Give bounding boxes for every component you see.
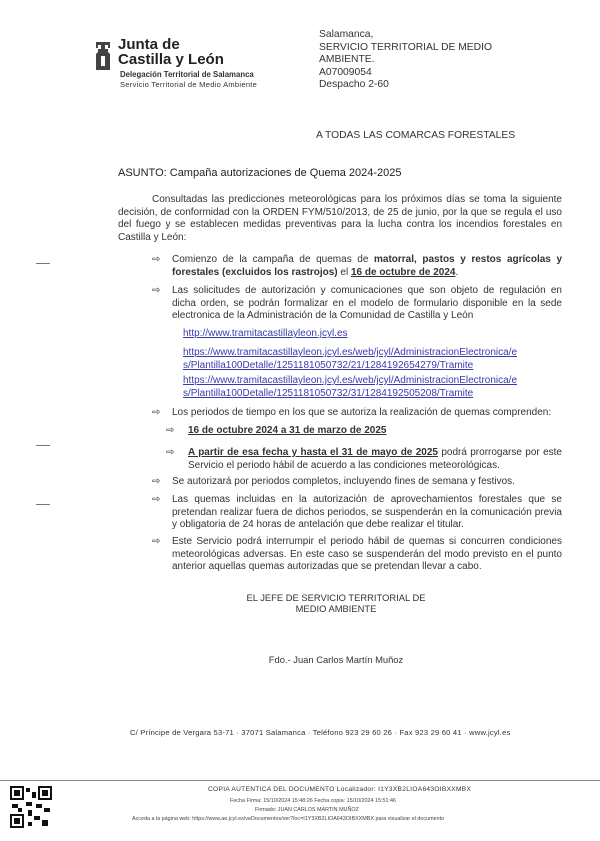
copy-signed: Firmado: JUAN CARLOS MARTIN MUÑOZ	[255, 807, 359, 813]
org-line-2: Castilla y León	[118, 51, 224, 68]
address-line: SERVICIO TERRITORIAL DE MEDIO	[319, 41, 492, 53]
signatory-name: Fdo.- Juan Carlos Martín Muñoz	[268, 654, 404, 665]
service-label: Servicio Territorial de Medio Ambiente	[120, 80, 258, 89]
period-extension: A partir de esa fecha y hasta el 31 de mayo de 2025 podrá prorrogarse por este Servicio el periodo hábil de acuerdo a las condiciones meteorológicas.	[188, 447, 562, 471]
signatory-title: EL JEFE DE SERVICIO TERRITORIAL DE MEDIO AMBIENTE	[246, 592, 426, 614]
bullet-interruption: Este Servicio podrá interrumpir el periodo hábil de quemas si concurren condiciones meteorológicas adversas. En este caso se suspenderán del modo previsto en el punto anterior aquellas quemas autorizadas que se pretendan llevar a cabo.	[172, 536, 562, 573]
address-line: AMBIENTE.	[319, 54, 375, 66]
address-line: Salamanca,	[319, 29, 374, 40]
recipient: A TODAS LAS COMARCAS FORESTALES	[316, 130, 516, 141]
link-form-21[interactable]: https://www.tramitacastillayleon.jcyl.es/web/jcyl/AdministracionElectronica/e s/Plantilla100Detalle/1251181050732/21/1284192654279/Tramite	[183, 347, 518, 371]
bullet-applications: Las solicitudes de autorización y comunicaciones que son objeto de regulación en dicha orden, se podrán formalizar en el modelo de formulario disponible en la sede electronica de la Administración de la Comunidad de Castilla y León	[172, 285, 562, 322]
address-block	[319, 29, 492, 92]
bullet-forest-use: Las quemas incluidas en la autorización de aprovechamientos forestales que se pretendan realizar fuera de dichos periodos, se suspenderán en la comunicación previa y obligatoria de 24 horas de antelación que debe realizar el titular.	[172, 494, 562, 531]
arrow-bullet-icon: ⇨	[166, 425, 175, 436]
margin-mark	[36, 263, 50, 264]
copy-title: COPIA AUTENTICA DEL DOCUMENTO Localizador: I1Y3XB2LIOA643OIBXXMBX	[208, 786, 472, 793]
copy-access[interactable]: Acceda a la página web: https://www.ae.jcyl.es/veDocumentos/ver?loc=I1Y3XB2LIOA643OIBXXMBX para visualizar el documento	[132, 816, 445, 822]
margin-mark	[36, 445, 50, 446]
organization-name	[118, 37, 224, 67]
arrow-bullet-icon: ⇨	[152, 476, 161, 487]
divider	[0, 780, 600, 781]
bullet-campaign-start: Comienzo de la campaña de quemas de matorral, pastos y restos agrícolas y forestales (excluidos los rastrojos) el 16 de octubre de 2024.	[172, 254, 563, 278]
link-form-31[interactable]: https://www.tramitacastillayleon.jcyl.es/web/jcyl/AdministracionElectronica/e s/Plantilla100Detalle/1251181050732/31/1284192505208/Tramite	[183, 375, 518, 399]
arrow-bullet-icon: ⇨	[152, 285, 161, 296]
coat-of-arms-icon	[92, 40, 114, 74]
bullet-periods: Los periodos de tiempo en los que se autoriza la realización de quemas comprenden:	[172, 407, 552, 418]
subject-line: ASUNTO: Campaña autorizaciones de Quema 2024-2025	[118, 167, 402, 179]
footer-address: C/ Príncipe de Vergara 53-71 · 37071 Salamanca · Teléfono 923 29 60 26 · Fax 923 29 60 41 · www.jcyl.es	[130, 728, 511, 737]
address-line: A07009054	[319, 66, 372, 78]
qr-code-icon	[10, 786, 52, 828]
period-main: 16 de octubre 2024 a 31 de marzo de 2025	[188, 425, 387, 436]
intro-text: Consultadas las predicciones meteorológicas para los próximos días se toma la siguiente decisión, de conformidad con la ORDEN FYM/510/2013, de 25 de junio, por la que se regula el uso del fuego y se establecen medidas preventivas para la lucha contra los incendios forestales en Castilla y León:	[118, 194, 562, 243]
intro-paragraph	[118, 194, 562, 244]
arrow-bullet-icon: ⇨	[152, 494, 161, 505]
copy-dates: Fecha Firma: 15/10/2024 15:48:26 Fecha copia: 15/10/2024 15:51:46	[230, 798, 397, 804]
margin-mark	[36, 504, 50, 505]
bullet-complete-periods: Se autorizará por periodos completos, incluyendo fines de semana y festivos.	[172, 476, 515, 487]
org-line-1: Junta de	[118, 36, 180, 53]
arrow-bullet-icon: ⇨	[152, 254, 161, 265]
delegation-label: Delegación Territorial de Salamanca	[120, 70, 254, 79]
link-tramita[interactable]: http://www.tramitacastillayleon.jcyl.es	[183, 328, 348, 339]
arrow-bullet-icon: ⇨	[152, 536, 161, 547]
address-line: Despacho 2-60	[319, 79, 389, 91]
arrow-bullet-icon: ⇨	[152, 407, 161, 418]
arrow-bullet-icon: ⇨	[166, 447, 175, 458]
